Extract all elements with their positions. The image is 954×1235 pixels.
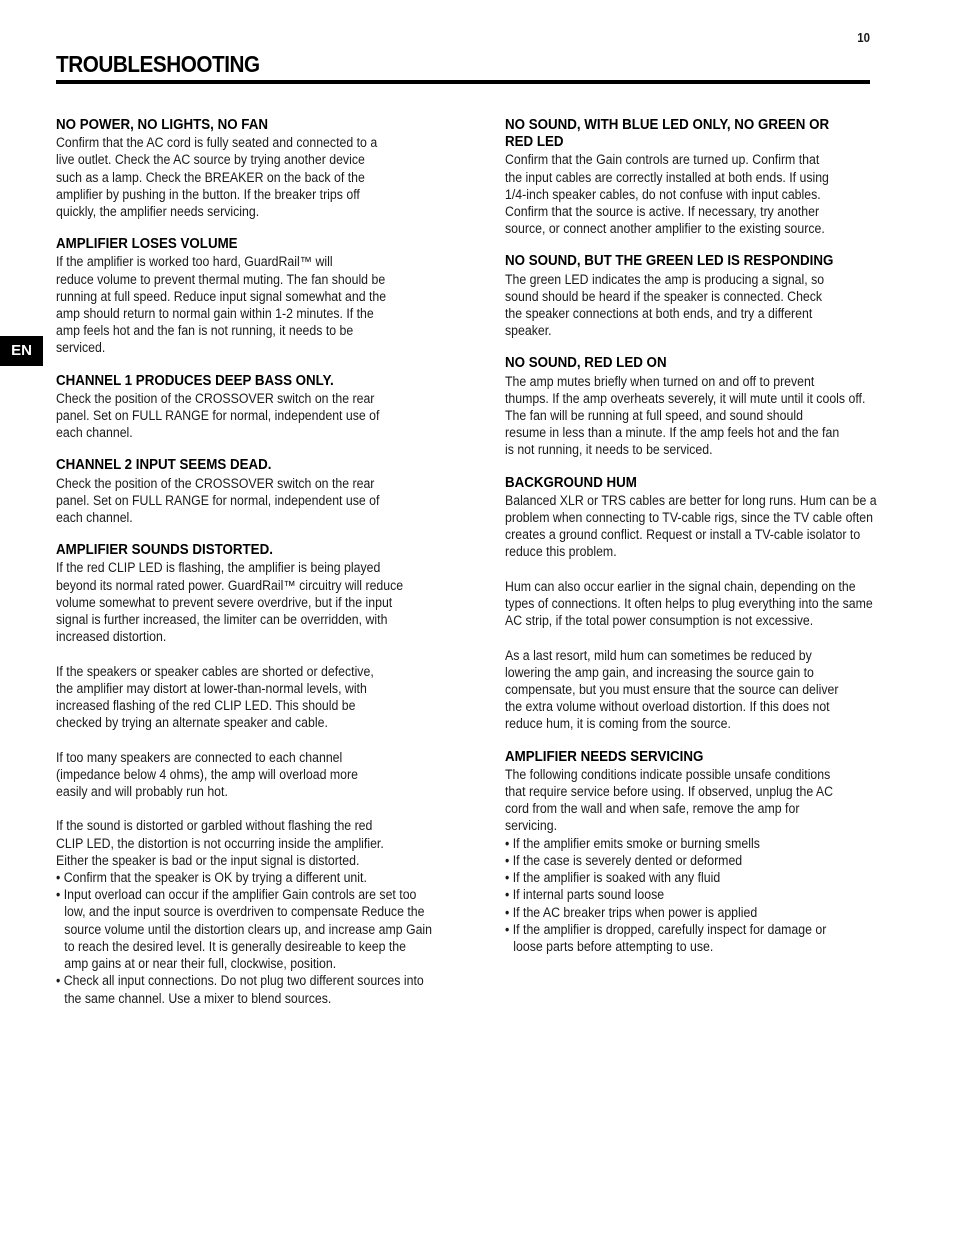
section-paragraph: If the red CLIP LED is flashing, the amplifier is being played beyond its normal rated power. GuardRail™ circuitry will reduce volume somewhat to prevent severe overdrive, but if the input signal is further increased, the limiter can be overridden, with increased distortion. — [56, 560, 404, 645]
section-heading: AMPLIFIER SOUNDS DISTORTED. — [56, 542, 273, 559]
bullet-list — [56, 869, 456, 1007]
section-heading: AMPLIFIER LOSES VOLUME — [56, 236, 238, 253]
title-rule — [56, 80, 870, 84]
section-paragraph: If the speakers or speaker cables are shorted or defective, the amplifier may distort at lower-than-normal levels, with increased flashing of the red CLIP LED. This should be checked by trying an alternate speaker and cable. — [56, 663, 374, 731]
section-paragraph: The green LED indicates the amp is producing a signal, so sound should be heard if the speaker is connected. Check the speaker connections at both ends, and try a different speaker. — [505, 271, 825, 339]
bullet-item: • If the amplifier emits smoke or burning smells — [505, 835, 913, 852]
language-tab: EN — [0, 336, 43, 366]
section-heading: NO POWER, NO LIGHTS, NO FAN — [56, 117, 268, 133]
section-paragraph: If too many speakers are connected to each channel (impedance below 4 ohms), the amp will overload more easily and will probably run hot. — [56, 749, 358, 800]
section-amplifier-needs-servicing — [505, 749, 905, 955]
section-no-sound-with-blue-led-only-no-green-or-red-led — [505, 117, 905, 237]
section-paragraph: If the sound is distorted or garbled without flashing the red CLIP LED, the distortion is not occurring inside the amplifier. Either the speaker is bad or the input signal is distorted. — [56, 818, 384, 868]
section-no-sound-but-the-green-led-is-responding — [505, 253, 905, 339]
section-heading: NO SOUND, BUT THE GREEN LED IS RESPONDING — [505, 253, 834, 270]
bullet-item: • Confirm that the speaker is OK by trying a different unit. — [56, 869, 464, 886]
bullet-item: • If the case is severely dented or deformed — [505, 852, 913, 869]
bullet-item: • Check all input connections. Do not plug two different sources into the same channel. Use a mixer to blend sources. — [56, 972, 464, 1006]
section-paragraph: As a last resort, mild hum can sometimes be reduced by lowering the amp gain, and increasing the source gain to compensate, but you must ensure that the source can deliver the extra volume without overload distortion. If this does not reduce hum, it is coming from the source. — [505, 647, 839, 732]
section-channel-2-input-seems-dead — [56, 457, 456, 526]
page-number: 10 — [857, 30, 870, 45]
section-heading: CHANNEL 1 PRODUCES DEEP BASS ONLY. — [56, 372, 334, 389]
section-paragraph: Check the position of the CROSSOVER switch on the rear panel. Set on FULL RANGE for normal, independent use of each channel. — [56, 475, 380, 526]
right-column — [505, 117, 905, 971]
section-paragraph: The following conditions indicate possible unsafe conditions that require service before using. If observed, unplug the AC cord from the wall and when safe, remove the amp for servicing. — [505, 766, 834, 834]
section-heading: BACKGROUND HUM — [505, 474, 637, 491]
section-no-power-no-lights-no-fan — [56, 117, 456, 220]
bullet-list — [505, 835, 905, 955]
section-paragraph: Check the position of the CROSSOVER switch on the rear panel. Set on FULL RANGE for normal, independent use of each channel. — [56, 390, 380, 441]
section-amplifier-loses-volume — [56, 236, 456, 356]
section-paragraph: Confirm that the Gain controls are turned up. Confirm that the input cables are correctly installed at both ends. If using 1/4-inch speaker cables, do not confuse with input cables. Confirm that the source is active. If necessary, try another source, or connect another amplifier to the existing source. — [505, 152, 829, 237]
section-channel-1-produces-deep-bass-only — [56, 373, 456, 442]
section-paragraph: If the amplifier is worked too hard, GuardRail™ will reduce volume to prevent thermal muting. The fan should be running at full speed. Reduce input signal somewhat and the amp should return to normal gain within 1-2 minutes. If the amp feels hot and the fan is not running, it needs to be serviced. — [56, 254, 387, 356]
bullet-item: • If the amplifier is soaked with any fluid — [505, 869, 913, 886]
bullet-item: • If the AC breaker trips when power is applied — [505, 904, 913, 921]
section-paragraph: The amp mutes briefly when turned on and off to prevent thumps. If the amp overheats severely, it will mute until it cools off. The fan will be running at full speed, and sound should resume in less than a minute. If the amp feels hot and the fan is not running, it needs to be serviced. — [505, 373, 866, 458]
section-heading: NO SOUND, WITH BLUE LED ONLY, NO GREEN OR RED LED — [505, 117, 830, 151]
bullet-item: • If the amplifier is dropped, carefully inspect for damage or loose parts before attempting to use. — [505, 921, 913, 955]
section-amplifier-sounds-distorted — [56, 542, 456, 1006]
section-paragraph: Confirm that the AC cord is fully seated and connected to a live outlet. Check the AC source by trying another device such as a lamp. Check the BREAKER on the back of the amplifier by pushing in the button. If the breaker trips off quickly, the amplifier needs servicing. — [56, 135, 378, 220]
section-heading: NO SOUND, RED LED ON — [505, 355, 667, 372]
section-heading: AMPLIFIER NEEDS SERVICING — [505, 748, 704, 765]
section-no-sound-red-led-on — [505, 355, 905, 458]
left-column — [56, 117, 456, 1023]
section-background-hum — [505, 475, 905, 733]
section-heading: CHANNEL 2 INPUT SEEMS DEAD. — [56, 457, 272, 474]
section-paragraph: Hum can also occur earlier in the signal chain, depending on the types of connections. It often helps to plug everything into the same AC strip, if the total power consumption is not excessive. — [505, 578, 873, 629]
bullet-item: • Input overload can occur if the amplifier Gain controls are set too low, and the input source is overdriven to compensate Reduce the source volume until the distortion clears up, and increase amp Gain to reach the desired level. It is generally desireable to keep the amp gains at or near their full, clockwise, position. — [56, 886, 464, 972]
page-title: TROUBLESHOOTING — [56, 51, 260, 77]
bullet-item: • If internal parts sound loose — [505, 886, 913, 903]
section-paragraph: Balanced XLR or TRS cables are better for long runs. Hum can be a problem when connecting to TV-cable rigs, since the TV cable often creates a ground conflict. Request or install a TV-cable isolator to reduce this problem. — [505, 492, 877, 560]
